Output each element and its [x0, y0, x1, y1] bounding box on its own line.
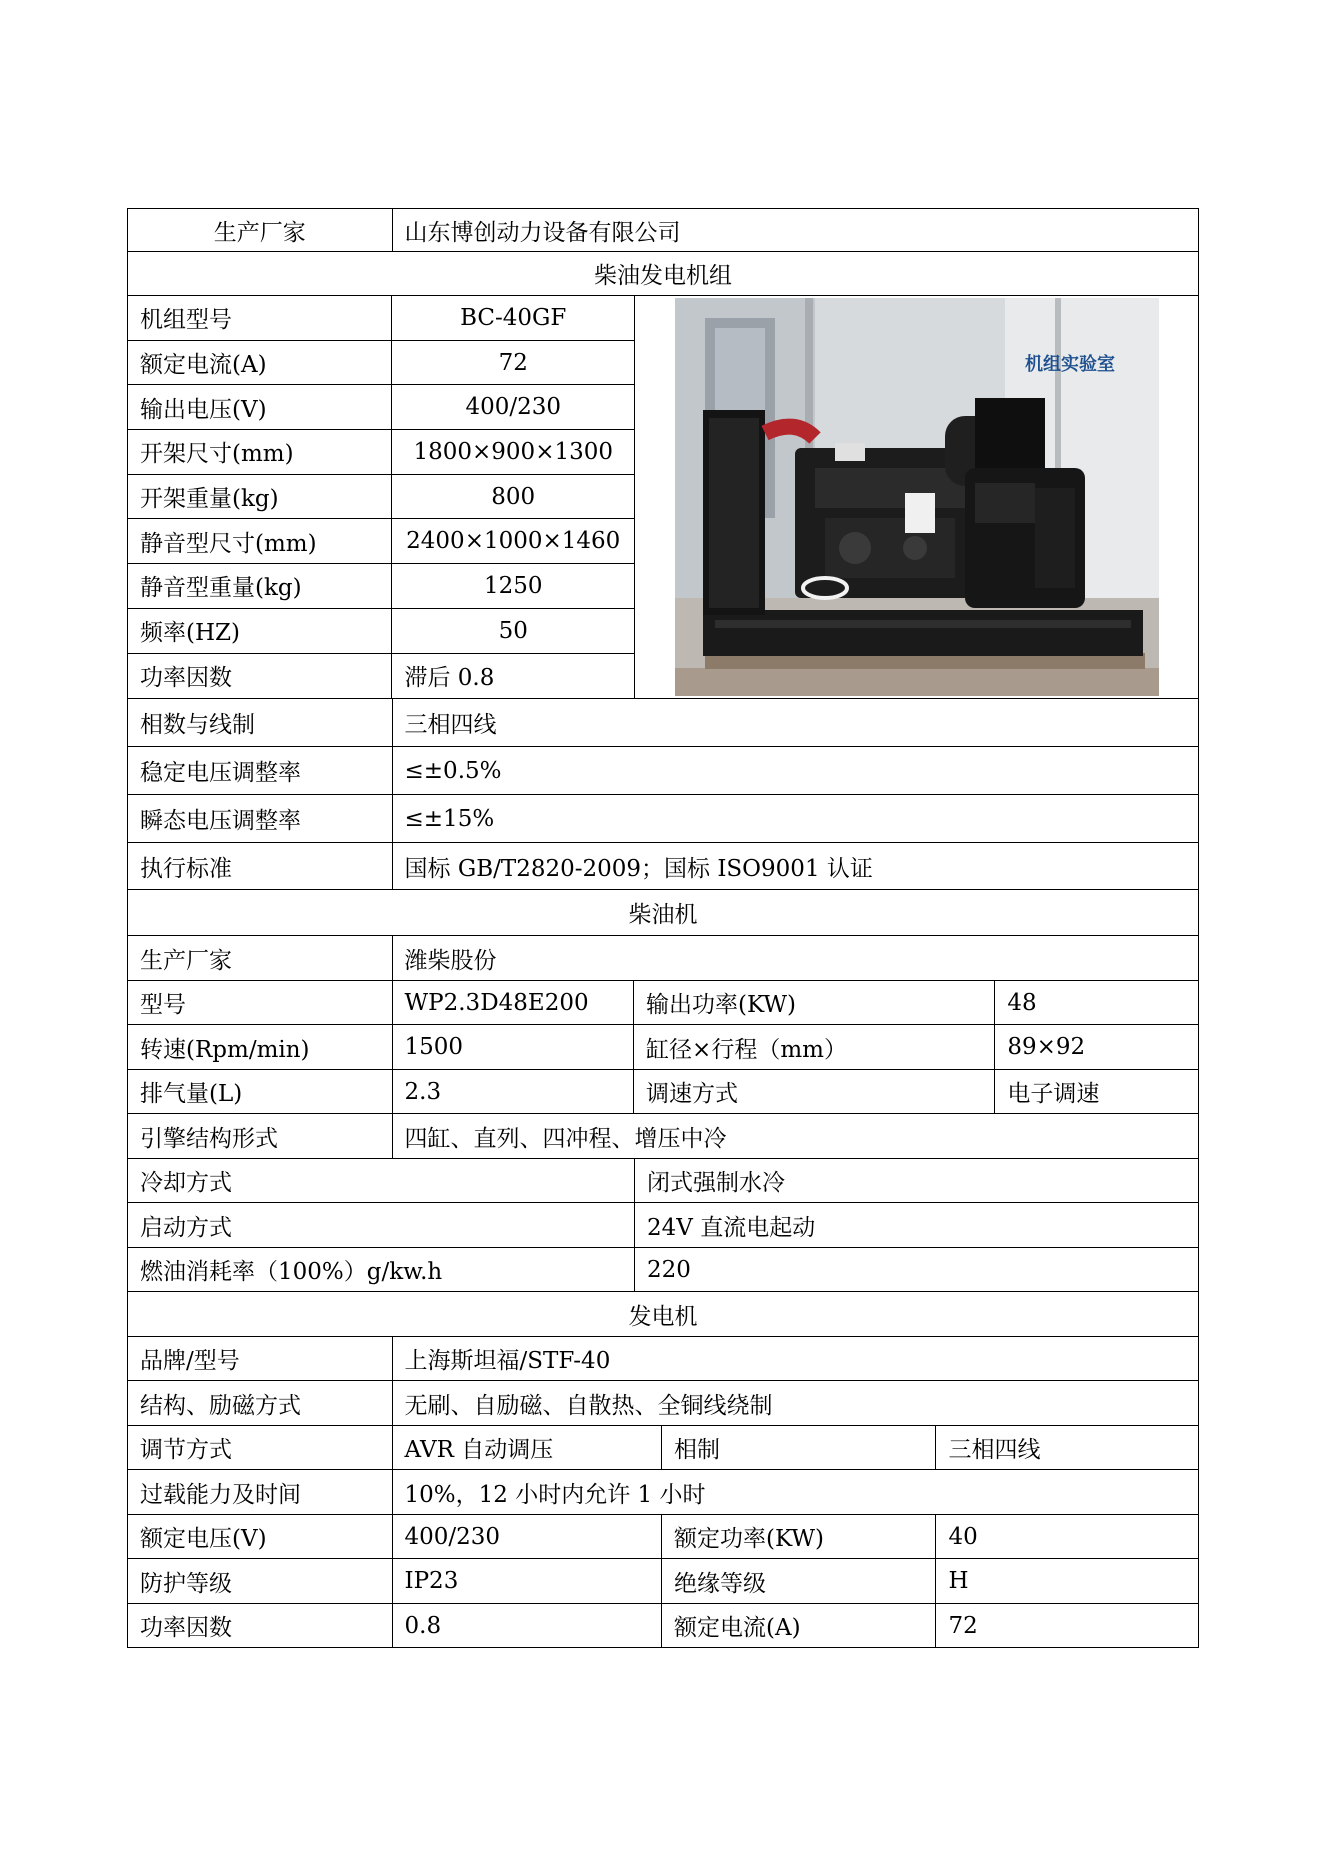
- alternator-row: [127, 1604, 1199, 1648]
- spec-label: 开架重量(kg): [128, 475, 392, 519]
- spec-value: 24V 直流电起动: [647, 1214, 816, 1241]
- spec-label: 防护等级: [128, 1559, 393, 1603]
- spec-label: 开架尺寸(mm): [128, 430, 392, 474]
- genset-specs-list: [128, 296, 635, 698]
- spec-value: H: [948, 1568, 969, 1594]
- spec-value: BC-40GF: [460, 304, 567, 331]
- spec-label: 稳定电压调整率: [128, 747, 393, 794]
- spec-label: 输出功率(KW): [634, 981, 995, 1024]
- spec-label: 额定功率(KW): [662, 1515, 936, 1558]
- spec-label: 调速方式: [634, 1070, 995, 1113]
- spec-value: 2.3: [393, 1070, 635, 1113]
- spec-row: [128, 609, 634, 654]
- spec-value: 1500: [393, 1025, 635, 1069]
- spec-label: 结构、励磁方式: [128, 1381, 393, 1425]
- spec-row: [128, 564, 634, 609]
- engine-row: [127, 936, 1199, 981]
- spec-value: 220: [647, 1256, 691, 1283]
- genset-row: [127, 795, 1199, 843]
- spec-label: 排气量(L): [128, 1070, 393, 1113]
- spec-label: 额定电流(A): [128, 341, 392, 385]
- manufacturer-row: [127, 208, 1199, 252]
- genset-photo: [675, 298, 1159, 696]
- alternator-row: [127, 1381, 1199, 1426]
- spec-label: 调节方式: [128, 1426, 393, 1469]
- spec-row: [128, 475, 634, 520]
- manufacturer-value: 山东博创动力设备有限公司: [404, 219, 681, 246]
- spec-label: 启动方式: [128, 1203, 635, 1247]
- spec-value: ≤±0.5%: [404, 757, 502, 784]
- spec-sheet-table: [127, 208, 1199, 1648]
- spec-value: 72: [498, 349, 528, 376]
- spec-label: 燃油消耗率（100%）g/kw.h: [128, 1248, 635, 1291]
- spec-value: 48: [1007, 989, 1037, 1016]
- spec-label: 频率(HZ): [128, 609, 392, 653]
- spec-label: 生产厂家: [128, 936, 393, 980]
- spec-label: 型号: [128, 981, 393, 1024]
- spec-row: [128, 654, 634, 699]
- spec-value: 2400×1000×1460: [406, 528, 621, 555]
- spec-label: 瞬态电压调整率: [128, 795, 393, 842]
- engine-row: [127, 1248, 1199, 1292]
- spec-value: 闭式强制水冷: [647, 1170, 785, 1196]
- spec-label: 输出电压(V): [128, 385, 392, 429]
- alternator-row: [127, 1337, 1199, 1381]
- spec-label: 静音型重量(kg): [128, 564, 392, 608]
- genset-row: [127, 843, 1199, 890]
- spec-value: 400/230: [465, 394, 562, 421]
- spec-value: 上海斯坦福/STF-40: [404, 1348, 611, 1374]
- spec-value: 800: [491, 483, 536, 510]
- section-alternator-row: [127, 1292, 1199, 1337]
- spec-row: [128, 385, 634, 430]
- manufacturer-label: 生产厂家: [128, 209, 393, 251]
- genset-row: [127, 747, 1199, 795]
- section-engine-title: 柴油机: [628, 902, 698, 928]
- spec-row: [128, 430, 634, 475]
- spec-label: 功率因数: [128, 1604, 393, 1647]
- spec-value: 1800×900×1300: [413, 438, 613, 465]
- spec-value: 四缸、直列、四冲程、增压中冷: [404, 1125, 727, 1152]
- spec-value: 400/230: [393, 1515, 663, 1558]
- spec-label: 执行标准: [128, 843, 393, 889]
- alternator-row: [127, 1426, 1199, 1470]
- spec-label: 绝缘等级: [662, 1559, 936, 1603]
- spec-label: 额定电流(A): [662, 1604, 936, 1647]
- spec-value: WP2.3D48E200: [393, 981, 635, 1024]
- spec-value: IP23: [393, 1559, 663, 1603]
- genset-specs-block: [127, 296, 1199, 699]
- spec-value: 无刷、自励磁、自散热、全铜线绕制: [404, 1392, 773, 1419]
- genset-photo-cell: [635, 296, 1198, 698]
- spec-label: 功率因数: [128, 654, 392, 699]
- generator-illustration: [675, 298, 1159, 696]
- spec-row: [128, 519, 634, 564]
- section-genset-title: 柴油发电机组: [594, 263, 732, 289]
- alternator-row: [127, 1559, 1199, 1604]
- spec-label: 静音型尺寸(mm): [128, 519, 392, 563]
- spec-value: 潍柴股份: [404, 947, 497, 974]
- spec-label: 额定电压(V): [128, 1515, 393, 1558]
- spec-row: [128, 296, 634, 341]
- spec-row: [128, 341, 634, 386]
- spec-value: AVR 自动调压: [393, 1426, 663, 1469]
- spec-value: 三相四线: [948, 1437, 1041, 1463]
- spec-label: 转速(Rpm/min): [128, 1025, 393, 1069]
- engine-row: [127, 1114, 1199, 1159]
- spec-label: 相制: [662, 1426, 936, 1469]
- wall-sign: 机组实验室: [1024, 354, 1115, 375]
- spec-label: 机组型号: [128, 296, 392, 340]
- spec-label: 冷却方式: [128, 1159, 635, 1202]
- section-genset-row: [127, 252, 1199, 296]
- spec-label: 品牌/型号: [128, 1337, 393, 1380]
- section-alternator-title: 发电机: [628, 1303, 698, 1330]
- spec-label: 相数与线制: [128, 699, 393, 746]
- alternator-row: [127, 1470, 1199, 1515]
- section-engine-row: [127, 890, 1199, 936]
- spec-value: 电子调速: [1007, 1081, 1100, 1107]
- engine-row: [127, 1025, 1199, 1070]
- alternator-row: [127, 1515, 1199, 1559]
- spec-value: 40: [948, 1523, 978, 1550]
- spec-value: 72: [948, 1612, 978, 1639]
- spec-value: ≤±15%: [404, 805, 495, 832]
- engine-row: [127, 1203, 1199, 1248]
- engine-row: [127, 1159, 1199, 1203]
- spec-value: 1250: [483, 572, 543, 599]
- spec-value: 三相四线: [404, 712, 497, 738]
- spec-label: 缸径×行程（mm）: [634, 1025, 995, 1069]
- spec-label: 引擎结构形式: [128, 1114, 393, 1158]
- spec-label: 过载能力及时间: [128, 1470, 393, 1514]
- spec-value: 89×92: [1007, 1034, 1086, 1060]
- spec-value: 10%，12 小时内允许 1 小时: [404, 1481, 706, 1508]
- spec-value: 0.8: [393, 1604, 663, 1647]
- spec-value: 滞后 0.8: [404, 665, 495, 692]
- engine-row: [127, 1070, 1199, 1114]
- spec-value: 国标 GB/T2820-2009；国标 ISO9001 认证: [404, 855, 873, 882]
- engine-row: [127, 981, 1199, 1025]
- genset-row: [127, 699, 1199, 747]
- spec-value: 50: [498, 617, 528, 644]
